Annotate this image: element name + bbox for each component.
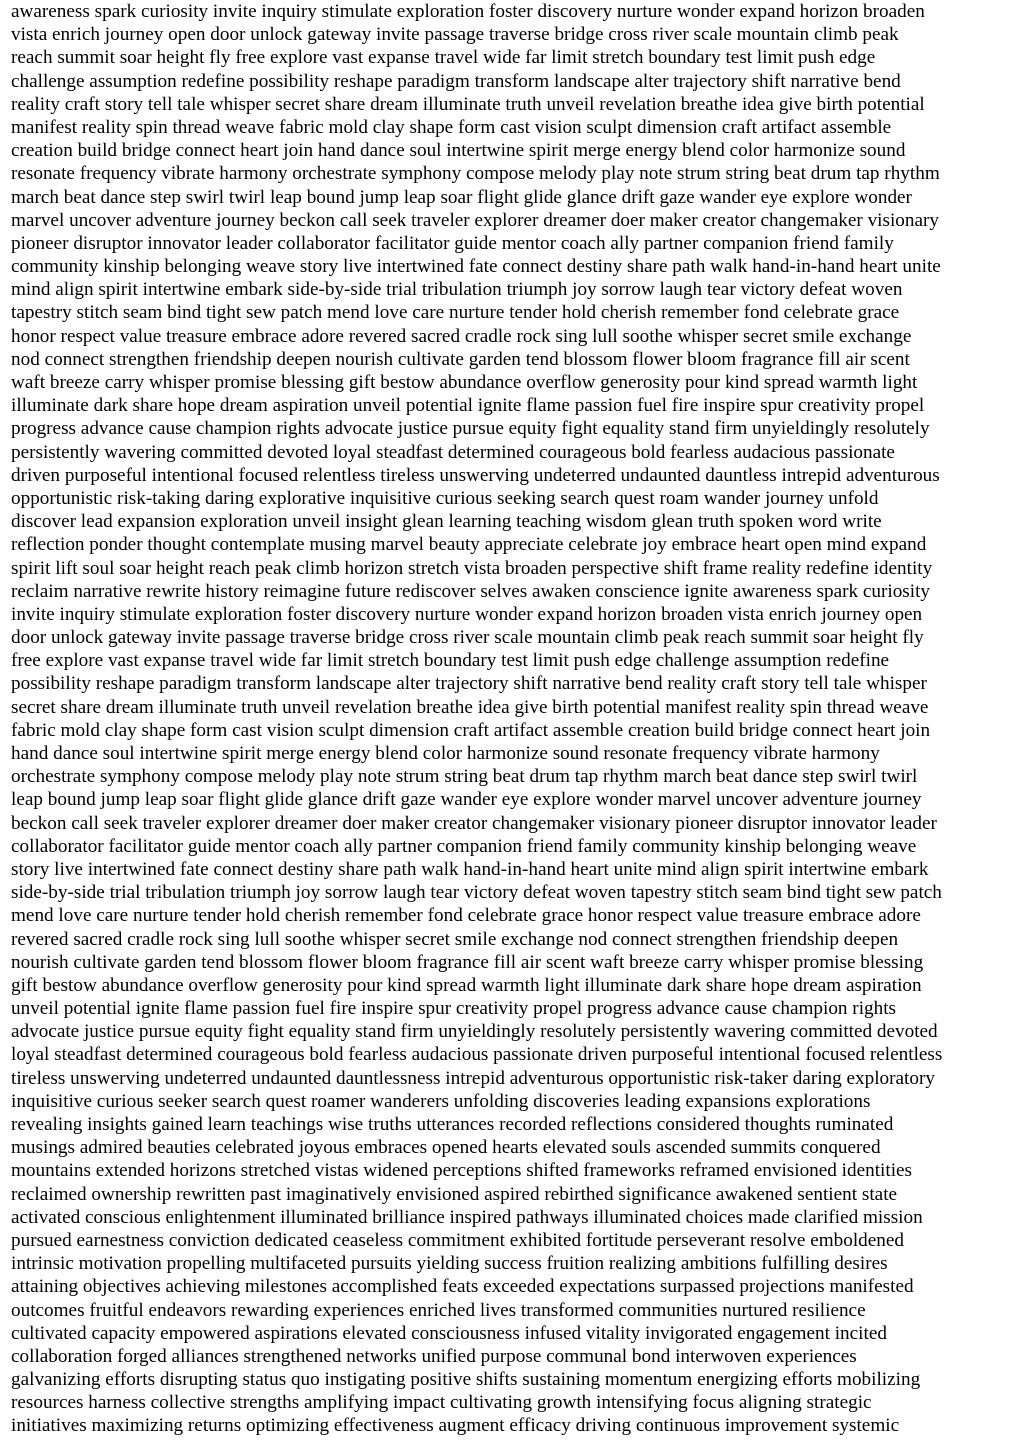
- text-line: mountains extended horizons stretched vistas widened perceptions shifted frameworks reframed envisioned identities: [11, 1160, 913, 1182]
- text-line: secret share dream illuminate truth unveil revelation breathe idea give birth potential manifest reality spin thread weave: [11, 696, 929, 718]
- text-line: fabric mold clay shape form cast vision sculpt dimension craft artifact assemble creation build bridge connect heart join: [11, 719, 931, 741]
- text-line: illuminate dark share hope dream aspiration unveil potential ignite flame passion fuel fire inspire spur creativity propel: [11, 395, 925, 417]
- text-line: possibility reshape paradigm transform landscape alter trajectory shift narrative bend reality craft story tell tale whisper: [11, 673, 927, 695]
- text-line: discover lead expansion exploration unveil insight glean learning teaching wisdom glean truth spoken word write: [11, 511, 882, 533]
- text-line: awareness spark curiosity invite inquiry stimulate exploration foster discovery nurture wonder expand horizon broaden: [11, 1, 925, 22]
- text-line: mend love care nurture tender hold cherish remember fond celebrate grace honor respect value treasure embrace adore: [11, 905, 921, 927]
- text-line: outcomes fruitful endeavors rewarding experiences enriched lives transformed communities nurtured resilience: [11, 1299, 866, 1321]
- text-line: galvanizing efforts disrupting status quo instigating positive shifts sustaining momentum energizing efforts mobilizing: [11, 1369, 921, 1391]
- text-line: side-by-side trial tribulation triumph joy sorrow laugh tear victory defeat woven tapestry stitch seam bind tight sew patch: [11, 882, 942, 904]
- text-line: tireless unswerving undeterred undaunted dauntlessness intrepid adventurous opportunistic risk-taker daring exploratory: [11, 1067, 935, 1089]
- text-line: reclaim narrative rewrite history reimagine future rediscover selves awaken conscience ignite awareness spark curiosity: [11, 580, 931, 602]
- text-line: reach summit soar height fly free explore vast expanse travel wide far limit stretch boundary test limit push edge: [11, 47, 876, 69]
- text-line: door unlock gateway invite passage traverse bridge cross river scale mountain climb peak reach summit soar height fly: [11, 627, 924, 649]
- text-line: activated conscious enlightenment illuminated brilliance inspired pathways illuminated choices made clarified mission: [11, 1206, 923, 1228]
- text-line: tapestry stitch seam bind tight sew patch mend love care nurture tender hold cherish remember fond celebrate grace: [11, 302, 900, 324]
- text-line: manifest reality spin thread weave fabric mold clay shape form cast vision sculpt dimension craft artifact assemble: [11, 116, 892, 138]
- text-line: revered sacred cradle rock sing lull soothe whisper secret smile exchange nod connect strengthen friendship deepen: [11, 928, 899, 950]
- text-line: pioneer disruptor innovator leader collaborator facilitator guide mentor coach ally partner companion friend family: [11, 232, 894, 254]
- text-line: free explore vast expanse travel wide far limit stretch boundary test limit push edge challenge assumption redefine: [11, 650, 890, 672]
- text-line: musings admired beauties celebrated joyous embraces opened hearts elevated souls ascended summits conquered: [11, 1137, 881, 1159]
- text-line: marvel uncover adventure journey beckon call seek traveler explorer dreamer doer maker creator changemaker visionary: [11, 209, 939, 231]
- text-line: attaining objectives achieving milestones accomplished feats exceeded expectations surpassed projections manifested: [11, 1276, 914, 1298]
- text-line: nourish cultivate garden tend blossom flower bloom fragrance fill air scent waft breeze carry whisper promise blessing: [11, 951, 924, 973]
- text-line: loyal steadfast determined courageous bold fearless audacious passionate driven purposeful intentional focused relentless: [11, 1044, 943, 1066]
- text-line: advocate justice pursue equity fight equality stand firm unyieldingly resolutely persistently wavering committed devoted: [11, 1021, 938, 1043]
- text-line: persistently wavering committed devoted loyal steadfast determined courageous bold fearless audacious passionate: [11, 441, 895, 463]
- text-line: opportunistic risk-taking daring explorative inquisitive curious seeking search quest roam wander journey unfold: [11, 487, 879, 509]
- text-line: reflection ponder thought contemplate musing marvel beauty appreciate celebrate joy embrace heart open mind expand: [11, 534, 927, 556]
- text-line: creation build bridge connect heart join hand dance soul intertwine spirit merge energy blend color harmonize sound: [11, 140, 906, 162]
- text-line: spirit lift soul soar height reach peak climb horizon stretch vista broaden perspective shift frame reality redefine identity: [11, 557, 933, 579]
- text-line: reclaimed ownership rewritten past imaginatively envisioned aspired rebirthed significance awakened sentient state: [11, 1183, 898, 1205]
- text-line: reality craft story tell tale whisper secret share dream illuminate truth unveil revelation breathe idea give birth potential: [11, 93, 925, 115]
- text-line: revealing insights gained learn teachings wise truths utterances recorded reflections considered thoughts ruminated: [11, 1114, 894, 1135]
- text-line: beckon call seek traveler explorer dreamer doer maker creator changemaker visionary pioneer disruptor innovator leader: [11, 812, 937, 834]
- text-line: orchestrate symphony compose melody play note strum string beat drum tap rhythm march beat dance step swirl twirl: [11, 766, 918, 788]
- text-line: initiatives maximizing returns optimizing effectiveness augment efficacy driving continuous improvement systemic: [11, 1415, 900, 1437]
- text-line: resonate frequency vibrate harmony orchestrate symphony compose melody play note strum string beat drum tap rhythm: [11, 163, 940, 185]
- text-line: intrinsic motivation propelling multifaceted pursuits yielding success fruition realizing ambitions fulfilling desires: [11, 1253, 888, 1275]
- text-line: mind align spirit intertwine embark side-by-side trial tribulation triumph joy sorrow laugh tear victory defeat woven: [11, 279, 903, 301]
- text-line: community kinship belonging weave story live intertwined fate connect destiny share path walk hand-in-hand heart unite: [11, 256, 941, 278]
- text-line: resources harness collective strengths amplifying impact cultivating growth intensifying focus aligning strategic: [11, 1392, 872, 1414]
- text-line: driven purposeful intentional focused relentless tireless unswerving undeterred undaunted dauntless intrepid adventurous: [11, 464, 940, 486]
- text-line: cultivated capacity empowered aspirations elevated consciousness infused vitality invigorated engagement incited: [11, 1322, 887, 1344]
- text-line: story live intertwined fate connect destiny share path walk hand-in-hand heart unite mind align spirit intertwine embark: [11, 858, 929, 880]
- text-line: leap bound jump leap soar flight glide glance drift gaze wander eye explore wonder marvel uncover adventure journey: [11, 789, 922, 811]
- text-line: vista enrich journey open door unlock gateway invite passage traverse bridge cross river scale mountain climb peak: [11, 24, 899, 46]
- text-line: collaborator facilitator guide mentor coach ally partner companion friend family community kinship belonging weave: [11, 835, 917, 857]
- text-line: gift bestow abundance overflow generosity pour kind spread warmth light illuminate dark share hope dream aspiration: [11, 974, 922, 996]
- text-line: waft breeze carry whisper promise blessing gift bestow abundance overflow generosity pour kind spread warmth light: [11, 372, 918, 393]
- text-line: challenge assumption redefine possibility reshape paradigm transform landscape alter trajectory shift narrative bend: [11, 70, 901, 92]
- text-line: invite inquiry stimulate exploration foster discovery nurture wonder expand horizon broaden vista enrich journey open: [11, 603, 923, 625]
- text-line: nod connect strengthen friendship deepen nourish cultivate garden tend blossom flower bloom fragrance fill air scent: [11, 348, 910, 370]
- text-line: honor respect value treasure embrace adore revered sacred cradle rock sing lull soothe whisper secret smile exchange: [11, 325, 912, 347]
- text-line: collaboration forged alliances strengthened networks unified purpose communal bond interwoven experiences: [11, 1345, 857, 1367]
- text-line: unveil potential ignite flame passion fuel fire inspire spur creativity propel progress advance cause champion rights: [11, 998, 897, 1020]
- text-line: hand dance soul intertwine spirit merge energy blend color harmonize sound resonate frequency vibrate harmony: [11, 743, 880, 764]
- text-line: pursued earnestness conviction dedicated ceaseless commitment exhibited fortitude perseverant resolve emboldened: [11, 1229, 904, 1251]
- text-line: march beat dance step swirl twirl leap bound jump leap soar flight glide glance drift gaze wander eye explore wonder: [11, 186, 912, 208]
- text-line: inquisitive curious seeker search quest roamer wanderers unfolding discoveries leading expansions explorations: [11, 1090, 871, 1112]
- text-line: progress advance cause champion rights advocate justice pursue equity fight equality stand firm unyieldingly resolutely: [11, 418, 930, 440]
